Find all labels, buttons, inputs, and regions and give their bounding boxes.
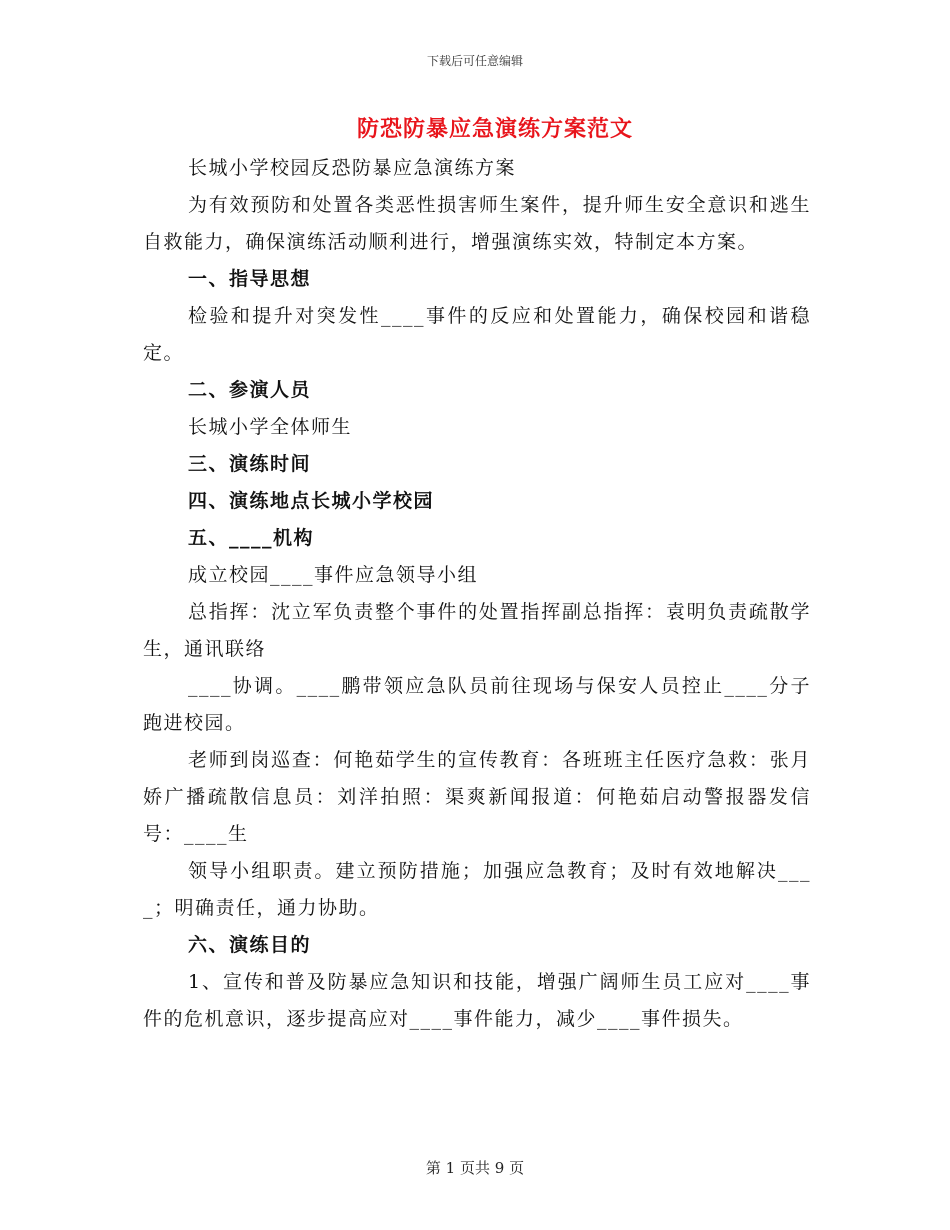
- paragraph: 为有效预防和处置各类恶性损害师生案件，提升师生安全意识和逃生自救能力，确保演练活动顺利进行，增强演练实效，特制定本方案。: [143, 194, 811, 253]
- section-heading: 一、指导思想: [188, 268, 312, 290]
- paragraph: 长城小学全体师生: [188, 416, 353, 438]
- document-title: 防恐防暴应急演练方案范文: [356, 116, 633, 142]
- page-footer: 第 1 页共 9 页: [425, 1159, 525, 1177]
- section-heading: 二、参演人员: [188, 379, 312, 401]
- paragraph: 成立校园____事件应急领导小组: [188, 564, 479, 586]
- paragraph: ____协调。____鹏带领应急队员前往现场与保安人员控止____分子跑进校园。: [143, 675, 811, 734]
- paragraph: 总指挥：沈立军负责整个事件的处置指挥副总指挥：袁明负责疏散学生，通讯联络: [143, 601, 811, 660]
- document-body: [143, 150, 811, 1038]
- paragraph: 长城小学校园反恐防暴应急演练方案: [188, 157, 517, 179]
- paragraph: 领导小组职责。建立预防措施；加强应急教育；及时有效地解决____；明确责任，通力协助。: [143, 860, 811, 919]
- paragraph: 老师到岗巡查：何艳茹学生的宣传教育：各班班主任医疗急救：张月娇广播疏散信息员：刘洋拍照：渠爽新闻报道：何艳茹启动警报器发信号：____生: [143, 749, 811, 845]
- section-heading: 三、演练时间: [188, 453, 312, 475]
- section-heading: 五、____机构: [188, 527, 315, 549]
- section-heading: 四、演练地点长城小学校园: [188, 490, 435, 512]
- header-note: 下载后可任意编辑: [426, 54, 523, 68]
- section-heading: 六、演练目的: [188, 934, 312, 956]
- paragraph: 1、宣传和普及防暴应急知识和技能，增强广阔师生员工应对____事件的危机意识，逐步提高应对____事件能力，减少____事件损失。: [143, 971, 811, 1030]
- paragraph: 检验和提升对突发性____事件的反应和处置能力，确保校园和谐稳定。: [143, 305, 811, 364]
